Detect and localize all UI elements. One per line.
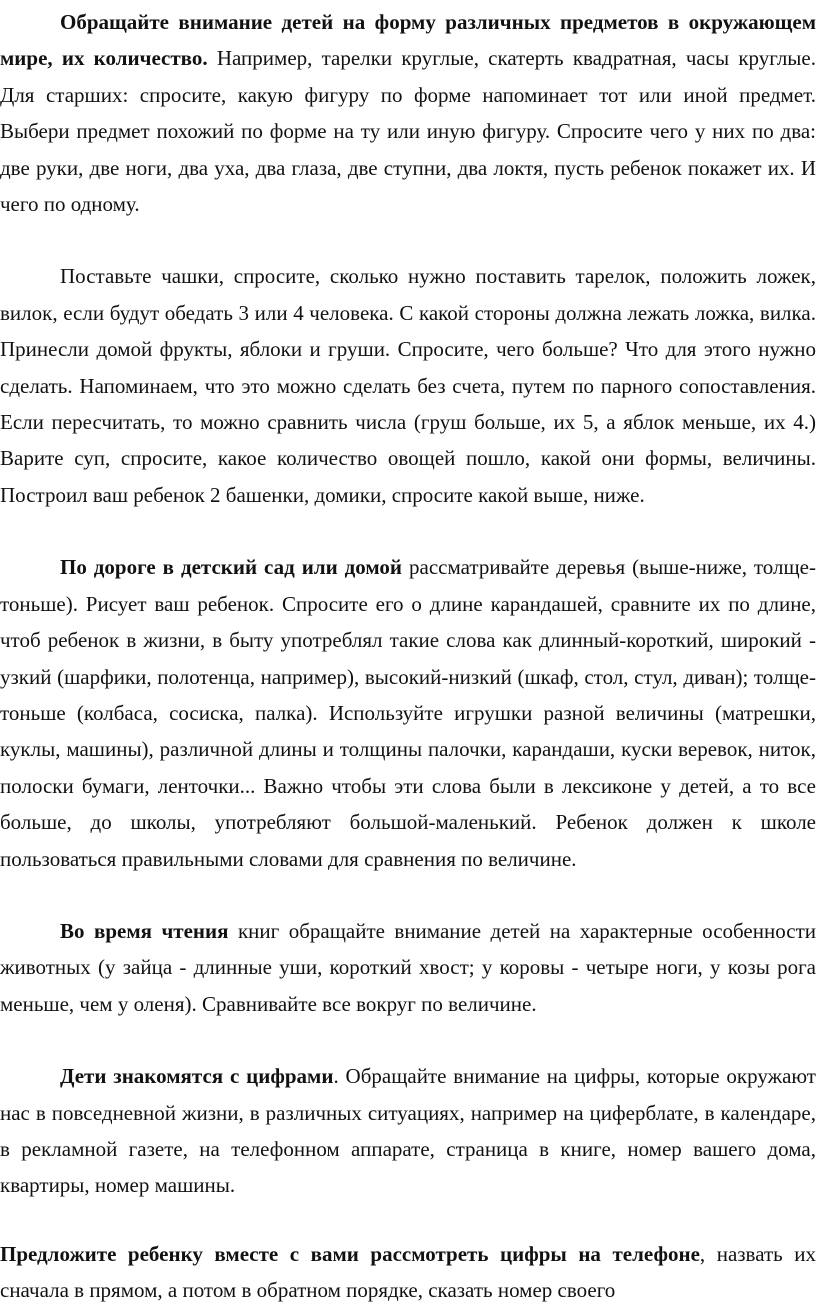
paragraph-lead: Во время чтения xyxy=(60,918,229,943)
paragraph-text: книг обращайте внимание детей на характерные особенности животных (у зайца - длинные уши, короткий хвост; у коровы - четыре ноги, у козы рога меньше, чем у оленя). Сравнивайте все вокруг по величине. xyxy=(0,918,816,1016)
paragraph-text: рассматривайте деревья (выше-ниже, толще-тоньше). Рисует ваш ребенок. Спросите его о длине карандашей, сравните их по длине, чтоб ребенок в жизни, в быту употреблял такие слова как длинный-короткий, широкий - узкий (шарфики, полотенца, например), высокий-низкий (шкаф, стол, стул, диван); толще-тоньше (колбаса, сосиска, палка). Используйте игрушки разной величины (матрешки, куклы, машины), различной длины и толщины палочки, карандаши, куски веревок, ниток, полоски бумаги, ленточки... Важно чтобы эти слова были в лексиконе у детей, а то все больше, до школы, употребляют большой-маленький. Ребенок должен к школе пользоваться правильными словами для сравнения по величине. xyxy=(0,555,816,871)
paragraph-reading xyxy=(0,913,816,1022)
paragraph-phone-digits xyxy=(0,1236,816,1309)
paragraph-lead: Дети знакомятся с цифрами xyxy=(60,1064,334,1089)
paragraph-digits xyxy=(0,1058,816,1204)
document-body xyxy=(0,4,816,1309)
paragraph-lead: Предложите ребенку вместе с вами рассмотреть цифры на телефоне xyxy=(0,1241,700,1266)
paragraph-table-setting xyxy=(0,258,816,513)
paragraph-text: Поставьте чашки, спросите, сколько нужно поставить тарелок, положить ложек, вилок, если будут обедать 3 или 4 человека. С какой стороны должна лежать ложка, вилка. Принесли домой фрукты, яблоки и груши. Спросите, чего больше? Что для этого нужно сделать. Напоминаем, что это можно сделать без счета, путем по парного сопоставления. Если пересчитать, то можно сравнить числа (груш больше, их 5, а яблок меньше, их 4.) Варите суп, спросите, какое количество овощей пошло, какой они формы, величины. Построил ваш ребенок 2 башенки, домики, спросите какой выше, ниже. xyxy=(0,264,816,507)
paragraph-shapes-and-quantity xyxy=(0,4,816,222)
paragraph-on-the-way xyxy=(0,549,816,877)
paragraph-text: , назвать их сначала в прямом, а потом в обратном порядке, сказать номер своего xyxy=(0,1241,816,1303)
paragraph-text: . Обращайте внимание на цифры, которые окружают нас в повседневной жизни, в различных ситуациях, например на циферблате, в календаре, в рекламной газете, на телефонном аппарате, страница в книге, номер вашего дома, квартиры, номер машины. xyxy=(0,1064,816,1198)
paragraph-lead: По дороге в детский сад или домой xyxy=(60,555,403,580)
paragraph-text: Например, тарелки круглые, скатерть квадратная, часы круглые. Для старших: спросите, какую фигуру по форме напоминает тот или иной предмет. Выбери предмет похожий по форме на ту или иную фигуру. Спросите чего у них по два: две руки, две ноги, два уха, два глаза, две ступни, два локтя, пусть ребенок покажет их. И чего по одному. xyxy=(0,46,816,217)
paragraph-lead: Обращайте внимание детей на форму различных предметов в окружающем мире, их количество. xyxy=(0,10,816,71)
